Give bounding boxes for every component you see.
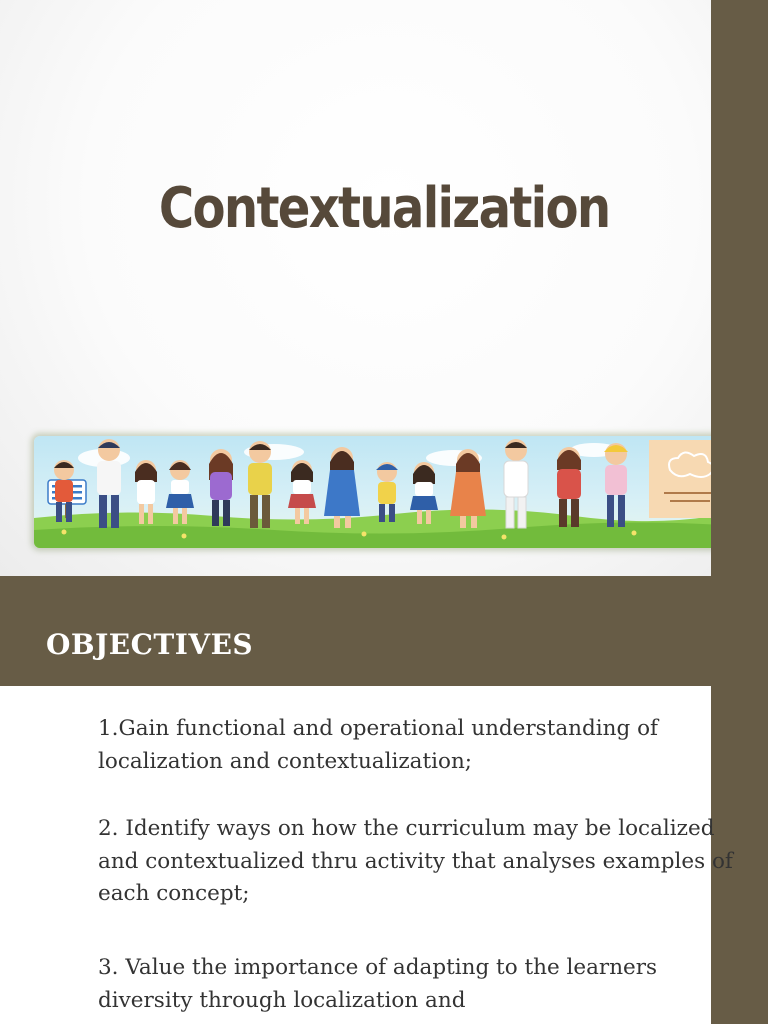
objective-item: 2. Identify ways on how the curriculum may be localized and contextualized thru activity that analyses examples of each concept; (98, 816, 733, 906)
teachers-banner-image (34, 436, 711, 548)
objective-item: 1.Gain functional and operational understanding of localization and contextualization; (98, 716, 658, 774)
objectives-heading: OBJECTIVES (46, 628, 254, 661)
slide-title: Contextualization (158, 176, 610, 241)
objective-item: 3. Value the importance of adapting to the learners diversity through localization and (98, 955, 658, 1013)
